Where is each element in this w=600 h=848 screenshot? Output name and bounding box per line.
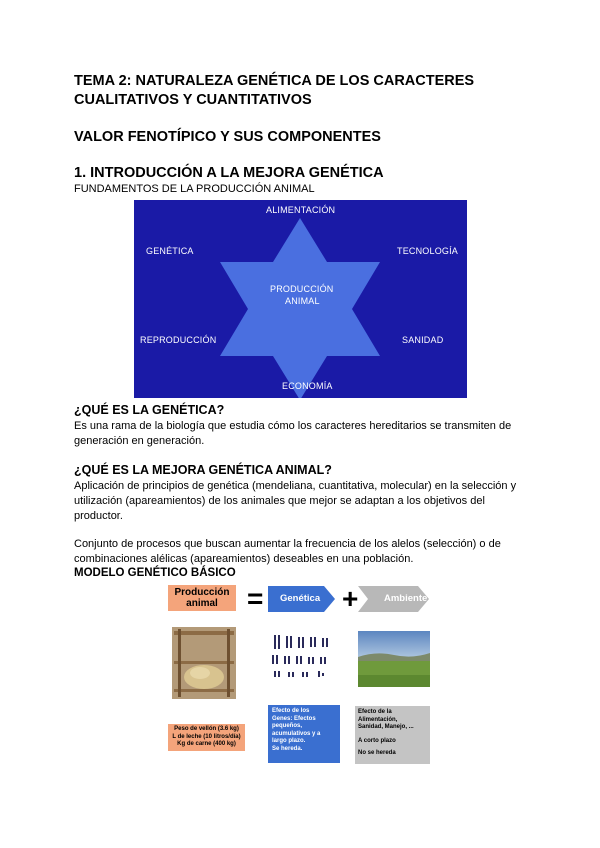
animal-production-photo <box>172 627 236 699</box>
q2-line: Aplicación de principios de genética (mendeliana, cuantitativa, molecular) en la selección y <box>74 480 517 492</box>
q2-heading: ¿QUÉ ES LA MEJORA GENÉTICA ANIMAL? <box>74 463 332 477</box>
label-alimentacion: ALIMENTACIÓN <box>266 205 336 215</box>
intro-heading: 1. INTRODUCCIÓN A LA MEJORA GENÉTICA <box>74 165 384 181</box>
q1-paragraph <box>74 419 511 449</box>
intro-subheading: FUNDAMENTOS DE LA PRODUCCIÓN ANIMAL <box>74 183 315 195</box>
environment-note-short: A corto plazo <box>358 737 396 744</box>
label-tecnologia: TECNOLOGÍA <box>397 246 459 256</box>
production-star-diagram <box>134 200 467 398</box>
genetics-note <box>268 705 340 763</box>
environment-note <box>355 706 430 764</box>
label-produccion: PRODUCCIÓN <box>270 284 334 294</box>
q2-paragraph-1 <box>74 479 516 524</box>
environment-label: Ambiente <box>384 593 428 604</box>
environment-note-line: Alimentación, <box>358 716 398 723</box>
genetics-note-line: largo plazo. <box>272 738 306 744</box>
q2-line: productor. <box>74 510 123 522</box>
production-note-line: Kg de carne (400 kg) <box>177 741 236 747</box>
label-animal: ANIMAL <box>285 296 320 306</box>
title-line-1: TEMA 2: NATURALEZA GENÉTICA DE LOS CARACTERES <box>74 73 475 89</box>
genetics-note-line: acumulativos y a <box>272 730 321 737</box>
label-economia: ECONOMÍA <box>282 381 333 391</box>
production-box <box>168 585 236 611</box>
q2-paragraph-2 <box>74 537 501 567</box>
q1-line: generación en generación. <box>74 435 205 447</box>
label-reproduccion: REPRODUCCIÓN <box>140 335 217 345</box>
equals-sign: = <box>247 583 264 614</box>
star-polygon <box>220 218 380 398</box>
q2-line: combinaciones alélicas (apareamientos) deseables en una población. <box>74 553 414 565</box>
q1-heading: ¿QUÉ ES LA GENÉTICA? <box>74 403 225 417</box>
section-title: VALOR FENOTÍPICO Y SUS COMPONENTES <box>74 129 381 145</box>
q2-line: Conjunto de procesos que buscan aumentar la frecuencia de los alelos (selección) o de <box>74 538 501 550</box>
model-heading: MODELO GENÉTICO BÁSICO <box>74 567 236 579</box>
karyotype-image <box>268 631 340 687</box>
genetics-label: Genética <box>280 593 321 604</box>
genetics-note-line: pequeños, <box>272 723 303 729</box>
q2-line: utilización (apareamientos) de los animales que mejor se adaptan a los objetivos del <box>74 495 485 507</box>
label-genetica: GENÉTICA <box>146 246 194 256</box>
production-note <box>168 724 245 751</box>
document-title <box>74 72 474 110</box>
label-sanidad: SANIDAD <box>402 335 444 345</box>
production-note-line: Peso de vellón (3.6 kg) <box>174 726 239 732</box>
pasture-photo <box>358 631 430 687</box>
title-line-2: CUALITATIVOS Y CUANTITATIVOS <box>74 92 312 108</box>
production-label: Producción <box>174 587 230 598</box>
genetics-note-line: Genes: Efectos <box>272 715 316 722</box>
genetics-note-line: Efecto de los <box>272 708 310 714</box>
genetics-note-line: Se hereda. <box>272 745 303 752</box>
plus-sign: + <box>342 583 359 614</box>
production-note-line: L de leche (10 litros/día) <box>172 733 241 740</box>
environment-note-inherit: No se hereda <box>358 750 396 756</box>
q1-line: Es una rama de la biología que estudia cómo los caracteres hereditarios se transmiten de <box>74 420 512 432</box>
production-label: animal <box>186 598 218 609</box>
environment-note-line: Efecto de la <box>358 709 392 715</box>
environment-note-line: Sanidad, Manejo, ... <box>358 724 414 730</box>
